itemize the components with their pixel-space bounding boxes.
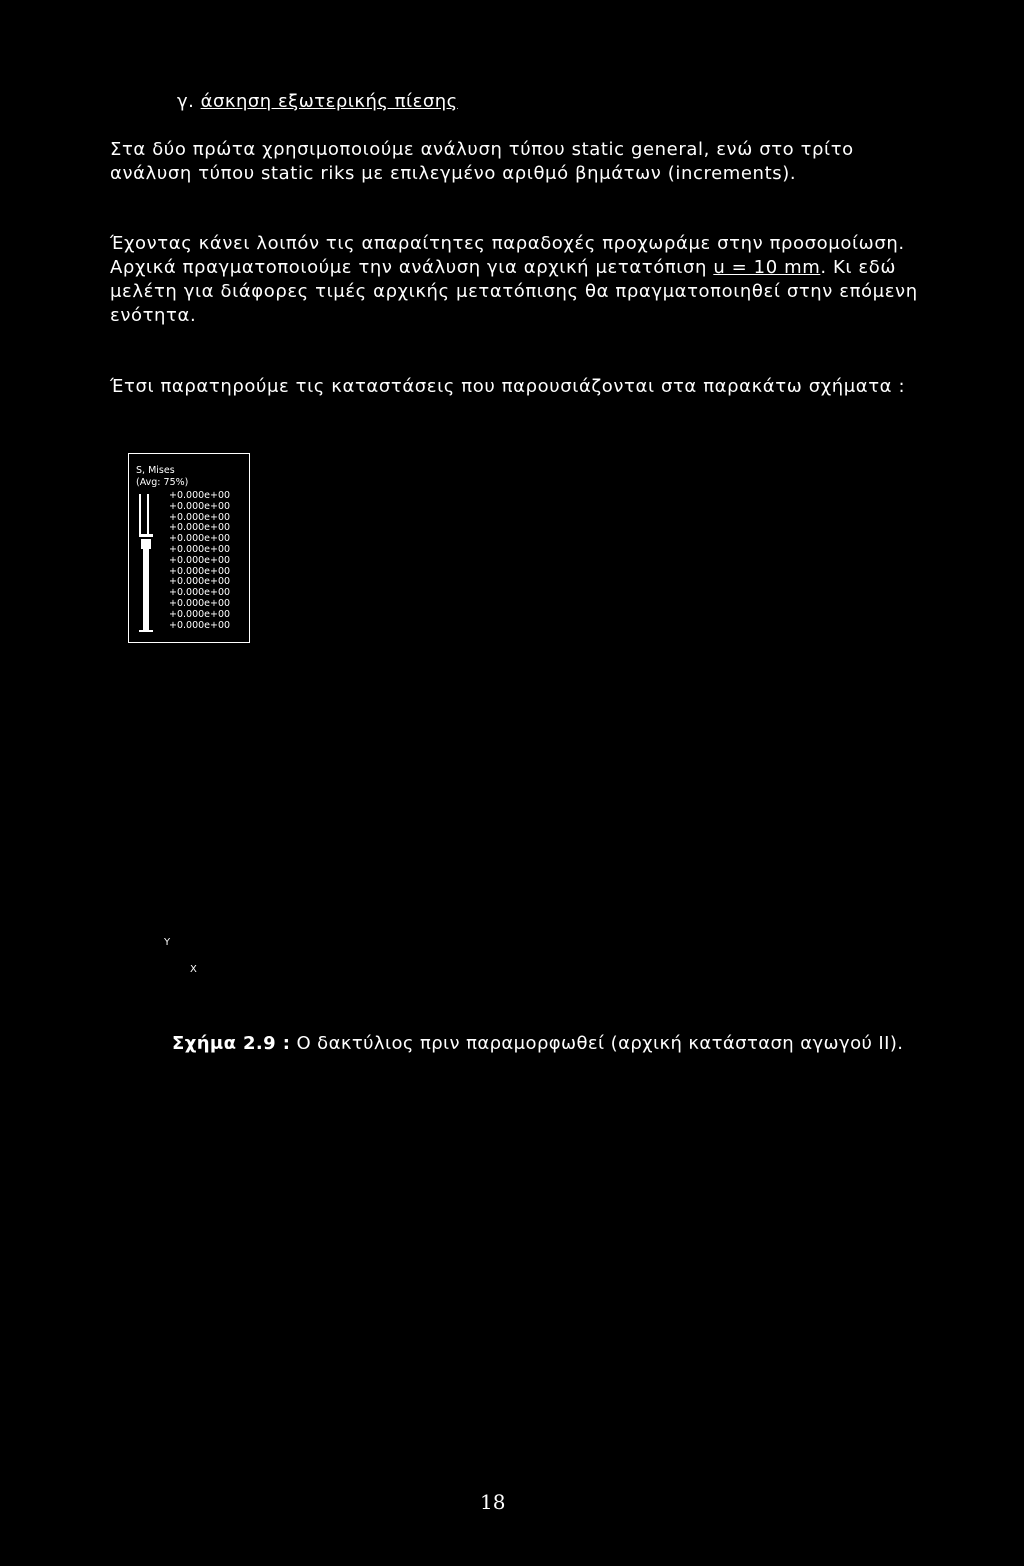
paragraph-simulation-end: . Κι εδώ μελέτη για διάφορες τιμές αρχικής μετατόπισης θα πραγματοποιηθεί στην επόμενη ενότητα.: [110, 257, 918, 326]
legend-title: S, Mises: [136, 465, 175, 476]
legend-value: +0.000e+00: [169, 565, 231, 577]
legend-value: +0.000e+00: [169, 543, 231, 555]
axis-x-label: X: [190, 964, 197, 975]
legend-value: +0.000e+00: [169, 500, 231, 512]
legend-averaging: (Avg: 75%): [136, 477, 189, 488]
legend-value: +0.000e+00: [169, 597, 231, 609]
section-heading: [177, 91, 458, 112]
legend-value: +0.000e+00: [169, 608, 231, 620]
page-number: 18: [480, 1490, 506, 1514]
legend-value: +0.000e+00: [169, 511, 231, 523]
legend-color-bar: [139, 494, 153, 632]
figure-caption-label: Σχήμα 2.9 :: [172, 1033, 291, 1054]
section-heading-prefix: γ.: [177, 91, 201, 112]
mises-stress-legend: [128, 453, 250, 643]
section-heading-text: άσκηση εξωτερικής πίεσης: [200, 91, 458, 112]
legend-value: +0.000e+00: [169, 533, 231, 545]
paragraph-figures-intro: Έτσι παρατηρούμε τις καταστάσεις που παρουσιάζονται στα παρακάτω σχήματα :: [110, 376, 906, 397]
legend-value: +0.000e+00: [169, 554, 231, 566]
paragraph-simulation: [110, 232, 930, 328]
legend-value-list: [169, 491, 230, 631]
legend-value: +0.000e+00: [169, 522, 231, 534]
axis-y-label: Y: [164, 937, 171, 948]
figure-caption: [172, 1033, 903, 1054]
paragraph-simulation-start: Έχοντας κάνει λοιπόν τις απαραίτητες παραδοχές προχωράμε στην προσομοίωση. Αρχικά πραγματοποιούμε την ανάλυση για αρχική μετατόπιση: [110, 233, 905, 278]
legend-value: +0.000e+00: [169, 490, 231, 501]
legend-value: +0.000e+00: [169, 576, 231, 588]
figure-caption-text: Ο δακτύλιος πριν παραμορφωθεί (αρχική κατάσταση αγωγού II).: [290, 1033, 904, 1054]
paragraph-analysis-type: Στα δύο πρώτα χρησιμοποιούμε ανάλυση τύπου static general, ενώ στο τρίτο ανάλυση τύπου static riks με επιλεγμένο αριθμό βημάτων (increments).: [110, 139, 854, 184]
legend-value: +0.000e+00: [169, 619, 231, 631]
displacement-value: u = 10 mm: [713, 257, 821, 278]
legend-value: +0.000e+00: [169, 587, 231, 599]
